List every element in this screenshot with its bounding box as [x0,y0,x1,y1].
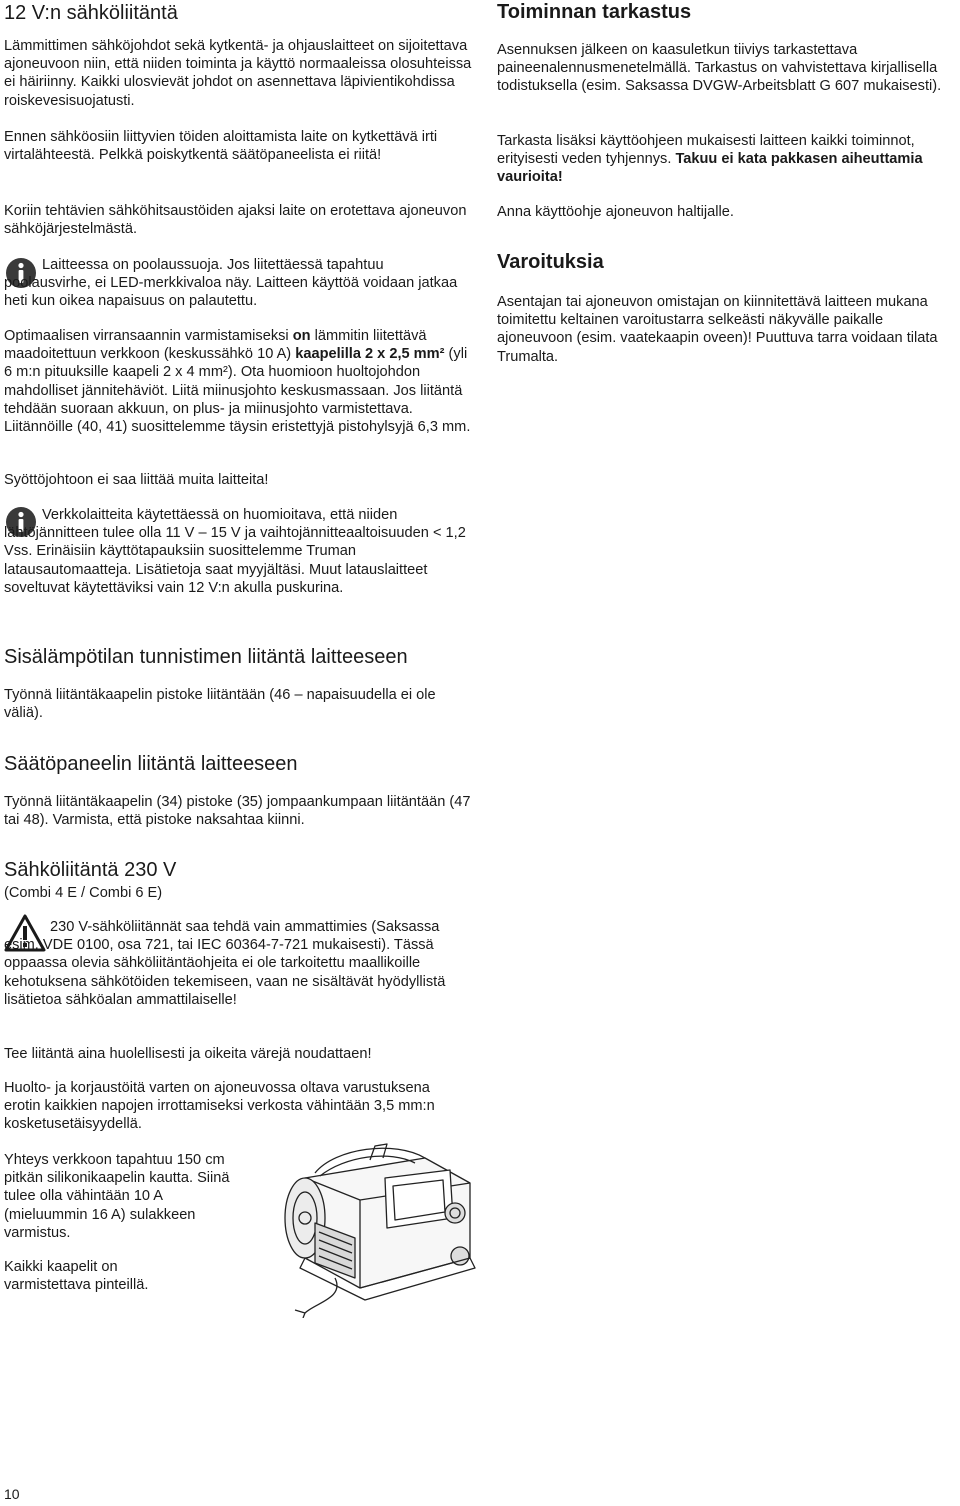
heater-illustration [275,1138,481,1318]
paragraph-warranty: Tarkasta lisäksi käyttöohjeen mukaisesti laitteen kaikki toiminnot, erityisesti veden tyhjennys. Takuu ei kata pakkasen aiheuttamia vaurioita! [497,133,923,186]
section-title-warnings: Varoituksia [497,251,604,273]
section-title-control-panel: Säätöpaneelin liitäntä laitteeseen [4,753,298,775]
paragraph-cable-spec: Optimaalisen virransaannin varmistamiseksi on lämmitin liitettävä maadoitettuun verkkoon (keskussähkö 10 A) kaapelilla 2 x 2,5 mm² (yli 6 m:n pituuksille kaapeli 2 x 4 mm²). Ota huomioon huoltojohdon mahdolliset jännitehäviöt. Liitä miinusjohto keskusmassaan. Jos liitäntä tehdään suoraan akkuun, on plus- ja miinusjohto varmistettava. Liitännöille (40, 41) suosittelemme täysin eristettyjä pistohylsyjä 6,3 mm. [4,328,471,436]
section-title-12v: 12 V:n sähköliitäntä [4,2,178,24]
warning-note: 230 V-sähköliitännät saa tehdä vain ammattimies (Saksassa esim. VDE 0100, osa 721, tai IEC 60364-7-721 mukaisesti). Tässä oppaassa olevia sähköliitäntäohjeita ei ole tarkoitettu maallikoille kehotuksena sähkötöiden tekemiseen, vaan ne sisältävät hyödyllistä lisätietoa sähköalan ammattilaiselle! [4,919,446,1008]
paragraph: Tee liitäntä aina huolellisesti ja oikeita värejä noudattaen! [4,1046,372,1062]
paragraph: Työnnä liitäntäkaapelin pistoke liitäntään (46 – napaisuudella ei ole väliä). [4,687,436,722]
paragraph: Syöttöjohtoon ei saa liittää muita laitteita! [4,472,269,488]
section-title-230v: Sähköliitäntä 230 V [4,859,177,881]
paragraph: Kaikki kaapelit on varmistettava pinteillä. [4,1259,149,1294]
paragraph: Anna käyttöohje ajoneuvon haltijalle. [497,204,734,220]
paragraph: Huolto- ja korjaustöitä varten on ajoneuvossa oltava varustuksena erotin kaikkien napojen irrottamiseksi verkosta vähintään 3,5 mm:n kosketusetäisyydellä. [4,1080,435,1133]
page-number: 10 [4,1486,20,1502]
paragraph: Työnnä liitäntäkaapelin (34) pistoke (35) jompaankumpaan liitäntään (47 tai 48). Varmista, että pistoke naksahtaa kiinni. [4,794,471,829]
paragraph: Koriin tehtävien sähköhitsaustöiden ajaksi laite on erotettava ajoneuvon sähköjärjestelmästä. [4,203,467,238]
section-title-sensor: Sisälämpötilan tunnistimen liitäntä laitteeseen [4,646,408,668]
paragraph: Ennen sähköosiin liittyvien töiden aloittamista laite on kytkettävä irti virtalähteestä. Pelkkä poiskytkentä säätöpaneelista ei riitä! [4,129,438,164]
info-note: Verkkolaitteita käytettäessä on huomioitava, että niiden lähtöjännitteen tulee olla 11 V – 15 V ja vaihtojännitteaaltoisuuden < 1,2 Vss. Erinäisiin käyttötapauksiin suosittelemme Truman latausautomaatteja. Lisätietoja saat myyjältäsi. Muut latauslaitteet soveltuvat käytettäviksi vain 12 V:n akulla puskurina. [4,507,466,596]
paragraph: Lämmittimen sähköjohdot sekä kytkentä- ja ohjauslaitteet on sijoitettava ajoneuvoon niin, että niiden toiminta ja käyttö normaaleissa olosuhteissa ei häiriinny. Kaikki ulosvievät johdot on asennettava läpivientikohdissa roiskevesisuojatusti. [4,38,472,109]
paragraph: Asentajan tai ajoneuvon omistajan on kiinnitettävä laitteen mukana toimitettu keltainen varoitustarra selkeästi näkyvälle paikalle ajoneuvoon (esim. vaatekaapin oveen)! Puuttuva tarra voidaan tilata Trumalta. [497,294,938,365]
info-note: Laitteessa on poolaussuoja. Jos liitettäessä tapahtuu poolausvirhe, ei LED-merkkivaloa näy. Laitteen käyttöä voidaan jatkaa heti kun oikea napaisuus on palautettu. [4,257,458,310]
paragraph: Asennuksen jälkeen on kaasuletkun tiiviys tarkastettava paineenalennusmenetelmällä. Tarkastus on vahvistettava kirjallisella todistuksella (esim. Saksassa DVGW-Arbeitsblatt G 607 mukaisesti). [497,42,942,95]
section-subtitle: (Combi 4 E / Combi 6 E) [4,885,163,901]
section-title-function-check: Toiminnan tarkastus [497,1,692,23]
paragraph: Yhteys verkkoon tapahtuu 150 cm pitkän silikonikaapelin kautta. Siinä tulee olla vähintään 10 A (mieluummin 16 A) sulakkeen varmistus. [4,1152,230,1241]
